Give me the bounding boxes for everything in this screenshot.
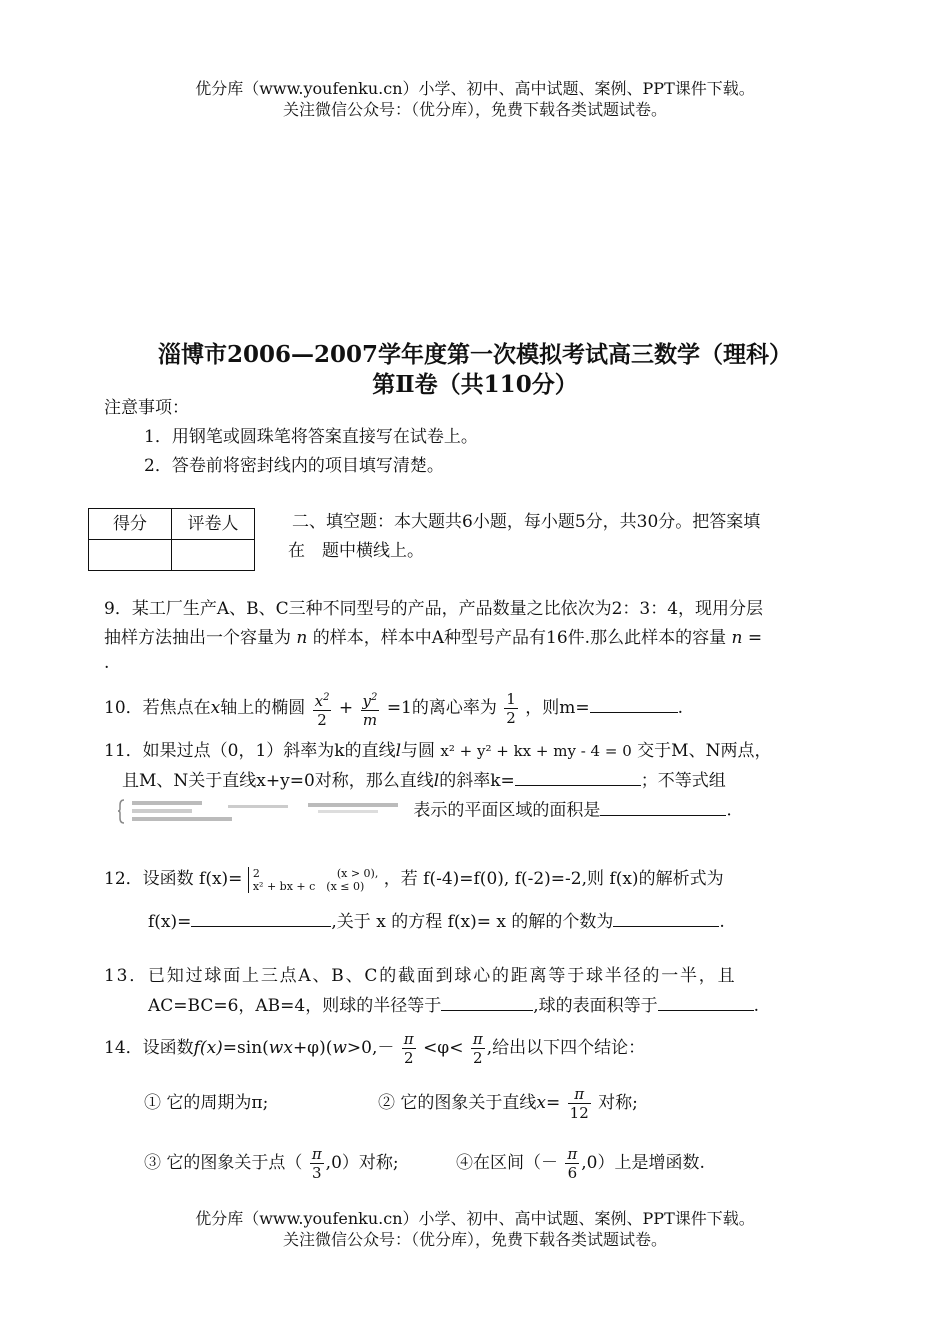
q11-end: .	[726, 800, 732, 821]
note-item-1: 1．用钢笔或圆珠笔将答案直接写在试卷上。	[144, 427, 478, 447]
q11-text-c: 交于M、N两点，	[637, 741, 772, 761]
q12-case-1: 2 (x > 0),	[252, 866, 379, 880]
q14-text-d: >0,－	[346, 1038, 395, 1058]
q10-f1-den: 2	[317, 710, 327, 729]
header-line-1: 优分库（www.youfenku.cn）小学、初中、高中试题、案例、PPT课件下载。	[195, 79, 755, 98]
section-heading-line-1: 二、填空题：本大题共6小题，每小题5分，共30分。把答案填	[292, 512, 761, 532]
q14-c4-text-a: ④在区间（－	[456, 1153, 558, 1173]
q14-c2-text-a: ② 它的图象关于直线	[378, 1093, 537, 1113]
q10-var-x: x	[210, 698, 221, 718]
q14-c4-num: π	[567, 1145, 578, 1163]
q14-text-f: ,给出以下四个结论：	[486, 1038, 646, 1058]
score-value-cell	[89, 540, 172, 571]
q14-fx: f(x)	[193, 1038, 223, 1058]
q10-text-eq: =1的离心率为	[386, 698, 497, 718]
q11-var-l-2: l	[433, 771, 440, 791]
q12-line-1	[104, 862, 724, 896]
q12-text-b: ，若 f(-4)=f(0), f(-2)=-2,则 f(x)的解析式为	[383, 869, 724, 889]
exam-subtitle: 第Ⅱ卷（共110分）	[372, 371, 578, 398]
q12-end: .	[719, 912, 725, 932]
q11-text-g: 表示的平面区域的面积是	[413, 800, 601, 821]
q14-c2-text-c: 对称;	[598, 1093, 638, 1113]
q10-text-b: 轴上的椭圆	[220, 698, 306, 718]
q14-conclusion-2	[378, 1083, 638, 1123]
q14-c4-text-b: ,0）上是增函数.	[581, 1153, 705, 1173]
q11-text-d: 且M、N关于直线x+y=0对称，那么直线	[122, 771, 434, 791]
note-item-2: 2．答卷前将密封线内的项目填写清楚。	[144, 456, 444, 476]
q14-c3-num: π	[311, 1145, 322, 1163]
q11-area-blank[interactable]	[600, 797, 726, 816]
q14-pi-den-b: 2	[473, 1049, 483, 1067]
q10-frac-x2-over-2: $\frac{x^2}{2}$	[313, 689, 332, 729]
q9-line-1: 9．某工厂生产A、B、C三种不同型号的产品，产品数量之比依次为2：3：4，现用分层	[104, 599, 764, 619]
q14-c2-den: 12	[569, 1104, 589, 1122]
grader-value-cell	[172, 540, 255, 571]
q14-conclusion-3	[144, 1143, 399, 1183]
inequality-system-image	[118, 796, 408, 826]
q14-c2-num: π	[568, 1085, 591, 1104]
q10-end: .	[677, 698, 684, 718]
exam-title: 淄博市2006—2007学年度第一次模拟考试高三数学（理科）	[157, 341, 793, 368]
q13-line-1: 13．已知过球面上三点A、B、C的截面到球心的距离等于球半径的一半，且	[104, 966, 737, 986]
q13-text-a: AC=BC=6，AB=4，则球的半径等于	[148, 996, 442, 1016]
q12-line-2	[148, 908, 725, 935]
q11-text-f: ；不等式组	[640, 771, 726, 791]
q10-text-c: ，则m=	[525, 698, 590, 718]
q14-frac-pi-over-3	[310, 1145, 324, 1182]
q10-line	[104, 686, 683, 730]
q14-line-1	[104, 1028, 645, 1068]
q9-var-n-2: n	[731, 628, 743, 648]
q11-circle-equation: x² + y² + kx + my - 4 = 0	[440, 742, 632, 760]
q14-pi-num-b: π	[472, 1030, 483, 1048]
q10-frac-half	[504, 690, 518, 727]
score-table	[88, 508, 255, 571]
q14-frac-pi-over-12	[568, 1085, 591, 1122]
q11-text-a: 11．如果过点（0，1）斜率为k的直线	[104, 741, 396, 761]
header-line-2: 关注微信公众号：（优分库），免费下载各类试题试卷。	[282, 100, 667, 119]
q9-text-b: 的样本，样本中A种型号产品有16件.那么此样本的容量	[312, 628, 727, 648]
notes-heading: 注意事项：	[104, 398, 189, 418]
q14-c2-x: x	[536, 1093, 546, 1113]
q9-line-2	[104, 625, 762, 651]
q13-text-b: ,球的表面积等于	[533, 996, 658, 1016]
q14-pi-den-a: 2	[403, 1049, 414, 1067]
q14-text-b: =sin(	[222, 1038, 269, 1058]
q11-line-3	[118, 796, 732, 826]
q14-conclusion-4	[456, 1143, 705, 1183]
q10-plus: +	[338, 698, 354, 718]
q13-area-blank[interactable]	[658, 992, 754, 1011]
q11-line-2	[122, 767, 726, 794]
q14-text-c: +φ)(	[292, 1038, 333, 1058]
q12-text-c: f(x)=	[148, 912, 192, 932]
q12-case-2: x² + bx + c (x ≤ 0)	[252, 879, 365, 893]
q11-var-l: l	[395, 741, 402, 761]
q12-count-blank[interactable]	[613, 908, 719, 927]
q10-text-a: 10．若焦点在	[104, 698, 211, 718]
q14-c3-den: 3	[311, 1164, 322, 1182]
q12-text-a: 12．设函数 f(x)=	[104, 869, 243, 889]
q11-line-1	[104, 738, 771, 764]
section-heading-line-2: 在 题中横线上。	[288, 541, 424, 561]
q12-text-d: ,关于 x 的方程 f(x)= x 的解的个数为	[331, 912, 614, 932]
q14-wx: wx	[268, 1038, 293, 1058]
q14-c2-eq: =	[546, 1093, 561, 1113]
q14-c4-den: 6	[567, 1164, 578, 1182]
footer-line-1: 优分库（www.youfenku.cn）小学、初中、高中试题、案例、PPT课件下载。	[195, 1209, 755, 1228]
q12-piecewise	[248, 867, 379, 893]
q10-answer-blank[interactable]	[590, 694, 678, 713]
q14-w: w	[332, 1038, 347, 1058]
q14-text-a: 14．设函数	[104, 1038, 194, 1058]
q9-line-3: .	[104, 653, 110, 673]
q10-f3-den: 2	[506, 709, 516, 727]
q11-text-e: 的斜率k=	[439, 771, 515, 791]
q14-text-e: <φ<	[423, 1038, 464, 1058]
q14-frac-pi-over-2-b	[471, 1030, 485, 1067]
footer-line-2: 关注微信公众号：（优分库），免费下载各类试题试卷。	[282, 1230, 667, 1249]
q13-end: .	[753, 996, 760, 1016]
q9-var-n: n	[296, 628, 308, 648]
q14-c3-text-a: ③ 它的图象关于点（	[144, 1153, 303, 1173]
q9-eq: =	[747, 628, 763, 648]
q10-f2-den: m	[362, 710, 378, 729]
q13-radius-blank[interactable]	[441, 992, 533, 1011]
q11-slope-blank[interactable]	[515, 767, 641, 786]
score-header-cell: 得分	[89, 509, 172, 540]
q10-f3-num: 1	[506, 690, 516, 708]
q13-line-2	[148, 992, 759, 1019]
q12-formula-blank[interactable]	[191, 908, 331, 927]
q11-text-b: 与圆	[401, 741, 436, 761]
q14-frac-pi-over-2-a	[402, 1030, 416, 1067]
grader-header-cell: 评卷人	[172, 509, 255, 540]
q14-c3-text-b: ,0）对称;	[325, 1153, 399, 1173]
q10-frac-y2-over-m: $\frac{y^2}{m}$	[361, 689, 380, 729]
q14-frac-pi-over-6	[565, 1145, 579, 1182]
q9-text-a: 抽样方法抽出一个容量为	[104, 628, 291, 648]
q10-f2-num: y	[362, 691, 372, 710]
q10-f1-num: x	[314, 691, 324, 710]
q14-pi-num-a: π	[403, 1030, 414, 1048]
q14-conclusion-1: ① 它的周期为π;	[144, 1093, 269, 1113]
